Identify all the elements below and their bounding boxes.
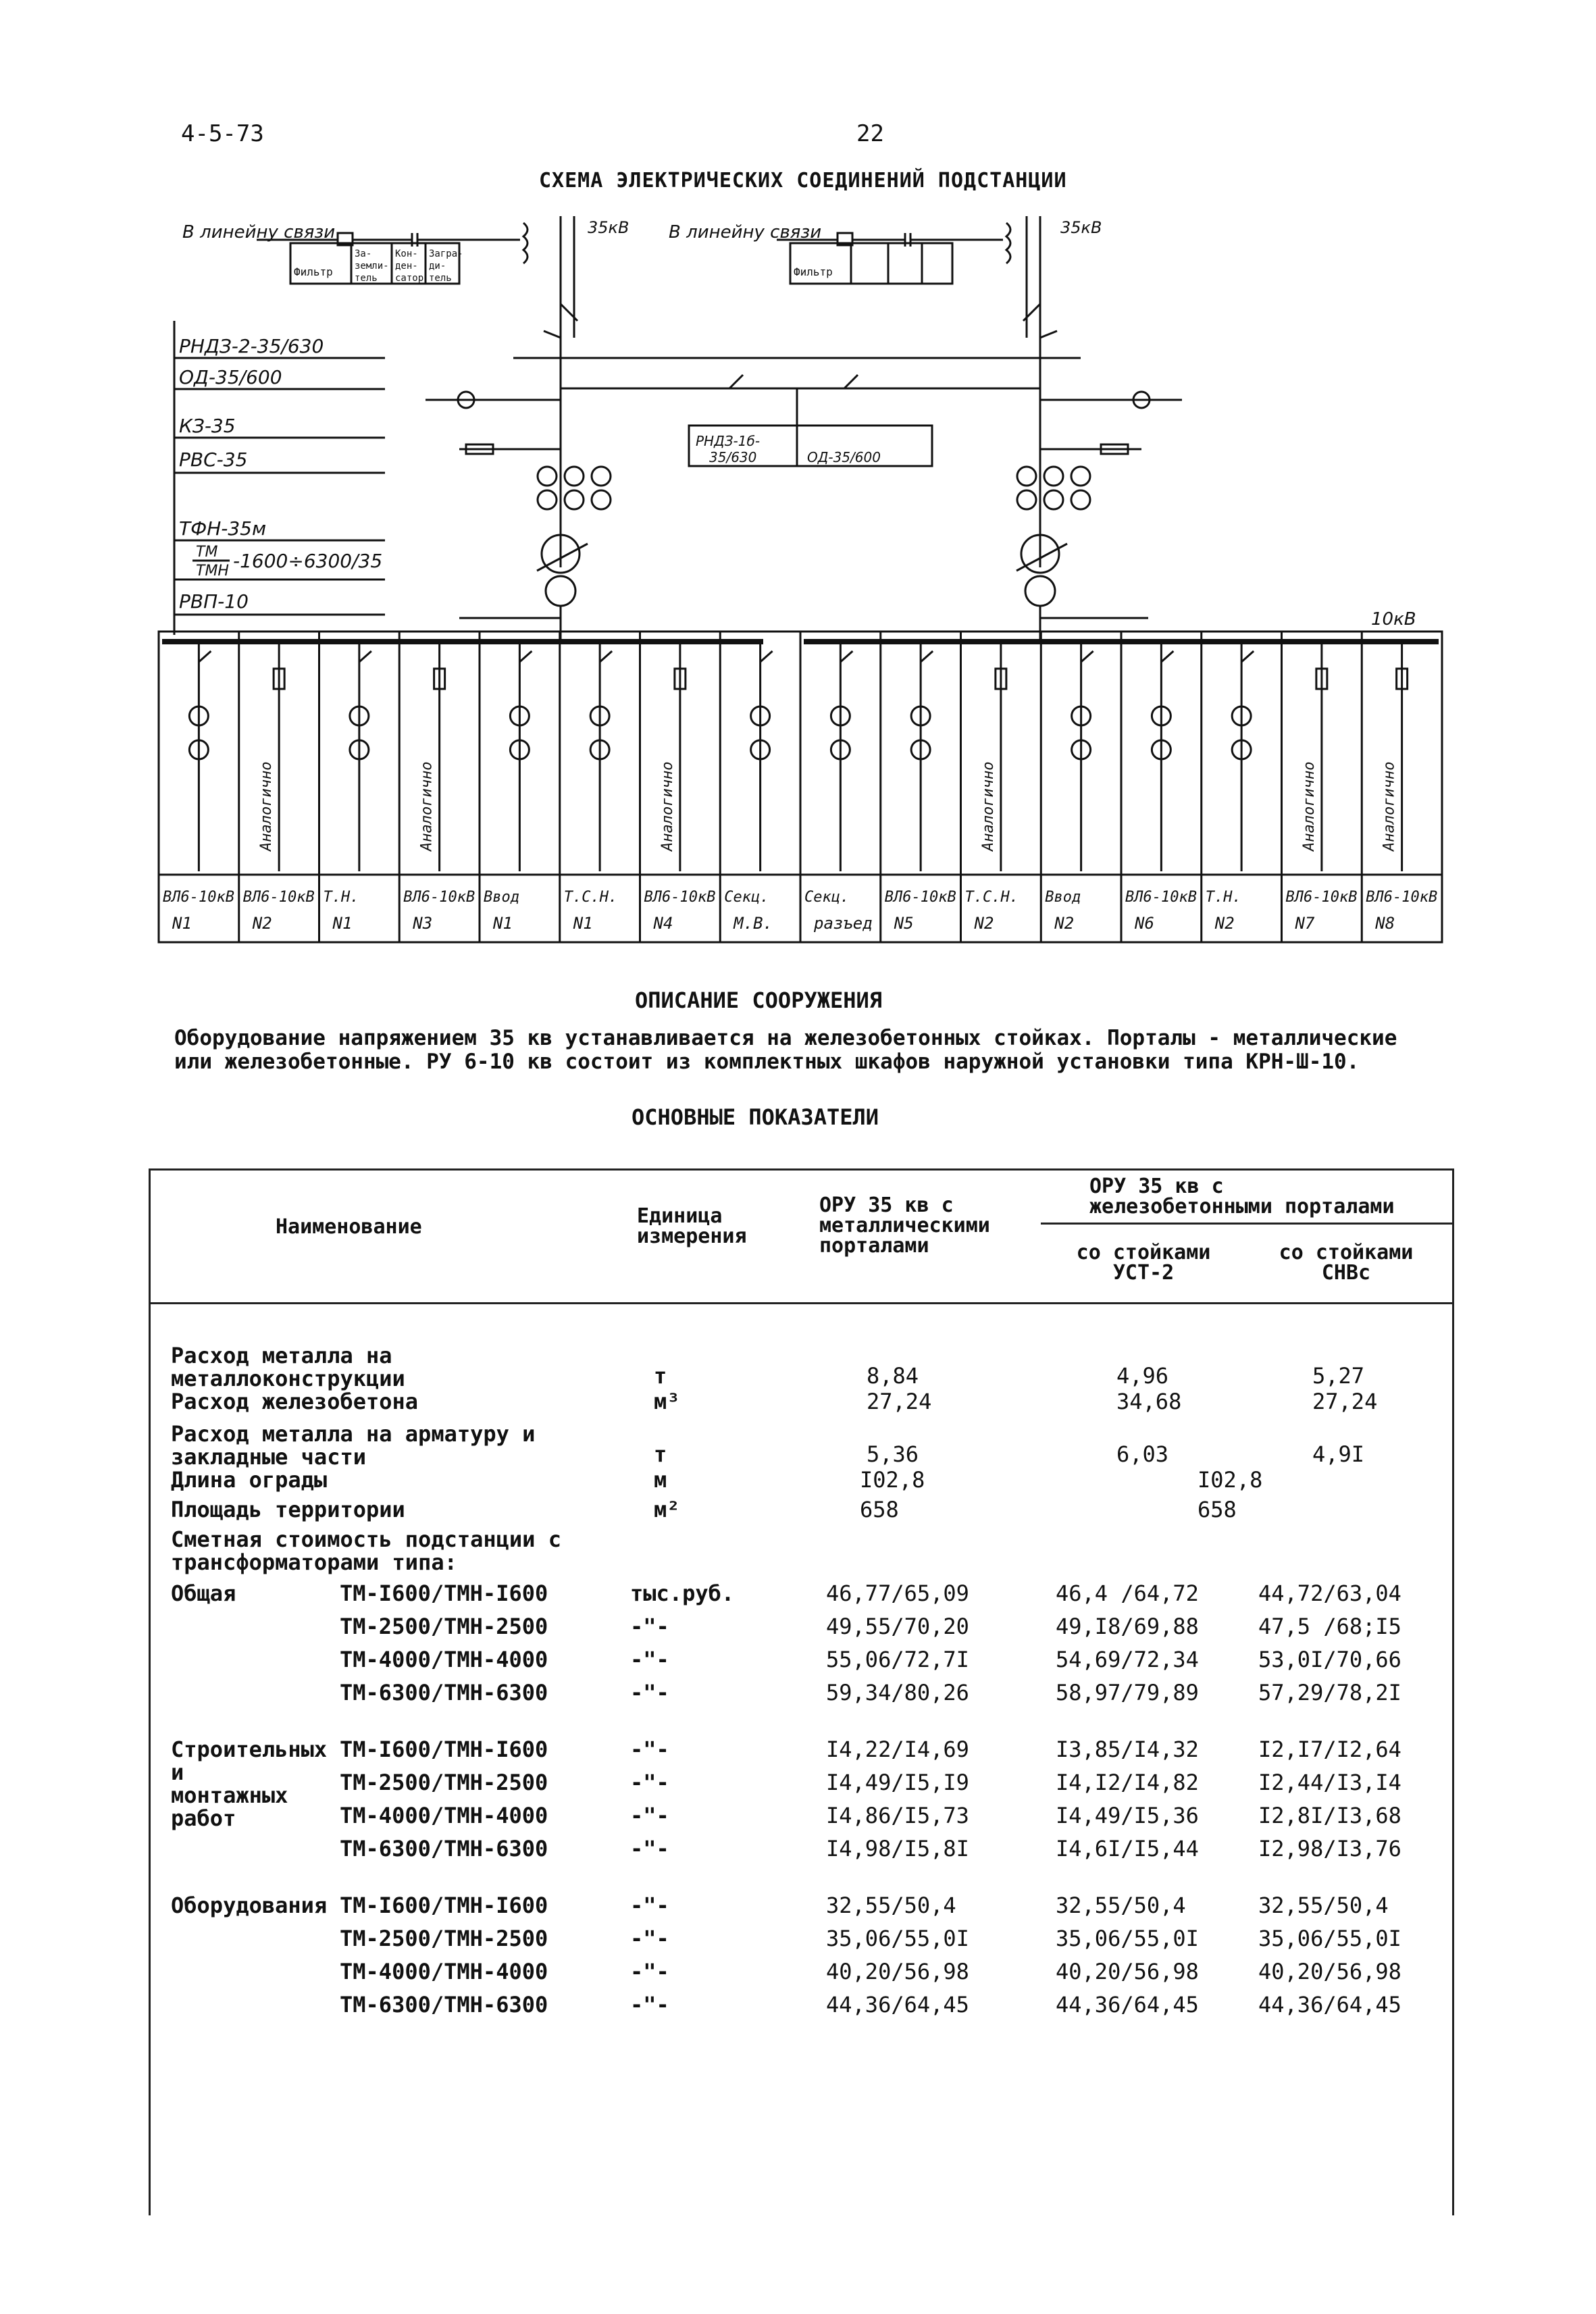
feeder-label-top: ВЛ6-10кВ xyxy=(163,889,234,906)
to-line-right-label: В линейну связи xyxy=(669,222,822,242)
cost-ust: 49,I8/69,88 xyxy=(1056,1614,1199,1639)
cost-metal: 59,34/80,26 xyxy=(826,1680,969,1705)
cost-type: ТМ-4000/ТМН-4000 xyxy=(340,1803,548,1828)
row-metal: 8,84 xyxy=(867,1363,919,1389)
switch-symbol xyxy=(199,651,211,662)
row-metal: I02,8 xyxy=(860,1467,925,1493)
feeder-label-bottom: N6 xyxy=(1135,914,1154,933)
feeder-label-top: Т.Н. xyxy=(1205,889,1241,906)
cost-metal: I4,49/I5,I9 xyxy=(826,1770,969,1795)
cost-type: ТМ-4000/ТМН-4000 xyxy=(340,1647,548,1672)
row-name: Площадь территории xyxy=(171,1497,405,1522)
cost-metal: 35,06/55,0I xyxy=(826,1926,969,1951)
row-merged: 658 xyxy=(1198,1497,1237,1522)
row-snv: 5,27 xyxy=(1312,1363,1365,1389)
feeder-label-bottom: N1 xyxy=(493,914,513,933)
cost-unit: -"- xyxy=(630,1893,669,1918)
cost-unit: -"- xyxy=(630,1614,669,1639)
comm-label-9: тель xyxy=(429,273,452,284)
cost-snv: 40,20/56,98 xyxy=(1258,1959,1401,1984)
feeder-label-bottom: N3 xyxy=(413,914,433,933)
row-name: Длина ограды xyxy=(171,1467,328,1493)
cost-metal: 49,55/70,20 xyxy=(826,1614,969,1639)
cost-metal: 46,77/65,09 xyxy=(826,1580,969,1606)
feeder-label-top: Т.Н. xyxy=(323,889,359,906)
indicators-title: ОСНОВНЫЕ ПОКАЗАТЕЛИ xyxy=(632,1104,879,1130)
row-ust: 6,03 xyxy=(1116,1441,1169,1467)
cost-type: ТМ-6300/ТМН-6300 xyxy=(340,1680,548,1705)
bridge-right-label: ОД-35/600 xyxy=(807,449,881,465)
cost-ust: I4,6I/I5,44 xyxy=(1056,1836,1199,1861)
cost-group-name: Оборудования xyxy=(171,1893,328,1918)
feeder-label-top: ВЛ6-10кВ xyxy=(1285,889,1358,906)
analog-label: Аналогично xyxy=(418,761,436,851)
feeder-label-top: ВЛ6-10кВ xyxy=(644,889,716,906)
header-ust: со стойками УСТ-2 xyxy=(1076,1241,1211,1285)
bridge-left-label: РНДЗ-1б- xyxy=(696,433,761,449)
row-snv: 27,24 xyxy=(1312,1389,1378,1414)
legend-rvs: РВС-35 xyxy=(179,448,248,471)
electrical-scheme-diagram xyxy=(155,203,1445,959)
cost-snv: 32,55/50,4 xyxy=(1258,1893,1389,1918)
cost-type: ТМ-6300/ТМН-6300 xyxy=(340,1836,548,1861)
analog-label: Аналогично xyxy=(1300,761,1318,851)
power-transformer-right xyxy=(1016,535,1067,606)
feeder-label-bottom: N2 xyxy=(1214,914,1235,933)
row-ust: 34,68 xyxy=(1116,1389,1182,1414)
cost-unit: -"- xyxy=(630,1647,669,1672)
cost-type: ТМ-6300/ТМН-6300 xyxy=(340,1992,548,2017)
bridge-left-label2: 35/630 xyxy=(709,449,757,465)
analog-label: Аналогично xyxy=(258,761,276,851)
switch-symbol xyxy=(921,651,933,662)
cost-snv: 44,36/64,45 xyxy=(1258,1992,1401,2017)
legend-od: ОД-35/600 xyxy=(179,366,282,388)
cost-unit: -"- xyxy=(630,1770,669,1795)
header-name: Наименование xyxy=(276,1215,422,1239)
legend-rvp: РВП-10 xyxy=(179,590,249,613)
legend-tm-suffix: -1600÷6300/35 xyxy=(233,550,383,572)
switch-symbol xyxy=(359,651,371,662)
feeder-label-bottom: N2 xyxy=(252,914,272,933)
cost-unit: -"- xyxy=(630,1680,669,1705)
feeder-label-bottom: N1 xyxy=(573,914,593,933)
cost-unit: тыс.руб. xyxy=(630,1580,735,1606)
legend-tfn: ТФН-35м xyxy=(179,517,267,540)
cost-metal: 55,06/72,7I xyxy=(826,1647,969,1672)
feeder-label-bottom: N4 xyxy=(653,914,673,933)
feeder-label-bottom: N2 xyxy=(974,914,994,933)
comm-label-2: Кон- xyxy=(395,249,418,259)
switch-symbol xyxy=(519,651,532,662)
cost-metal: I4,22/I4,69 xyxy=(826,1737,969,1762)
cost-snv: I2,8I/I3,68 xyxy=(1258,1803,1401,1828)
cost-snv: I2,98/I3,76 xyxy=(1258,1836,1401,1861)
feeder-label-bottom: разъед xyxy=(814,914,873,933)
row-name: Расход металла на арматуру и закладные части xyxy=(171,1421,536,1470)
cost-snv: I2,44/I3,I4 xyxy=(1258,1770,1401,1795)
cost-group-name: Строительных и монтажных работ xyxy=(171,1737,328,1831)
comm-label-7: тель xyxy=(355,273,378,284)
legend-tm-den: ТМН xyxy=(196,563,229,580)
cost-ust: 32,55/50,4 xyxy=(1056,1893,1186,1918)
page-number: 22 xyxy=(856,120,884,147)
feeder-label-top: Т.С.Н. xyxy=(964,889,1019,906)
cost-ust: 58,97/79,89 xyxy=(1056,1680,1199,1705)
cost-ust: 40,20/56,98 xyxy=(1056,1959,1199,1984)
cost-type: ТМ-I600/ТМН-I600 xyxy=(340,1580,548,1606)
feeder-label-top: ВЛ6-10кВ xyxy=(242,889,315,906)
document-code: 4-5-73 xyxy=(181,120,264,147)
comm-label-3: Загра- xyxy=(429,249,463,259)
feeder-label-bottom: N1 xyxy=(172,914,192,933)
header-snv: со стойками СНВс xyxy=(1279,1241,1414,1285)
filter-label-right: Фильтр xyxy=(794,265,833,278)
power-transformer-left xyxy=(537,535,588,606)
switch-symbol xyxy=(600,651,612,662)
cost-snv: 47,5 /68;I5 xyxy=(1258,1614,1401,1639)
feeder-label-bottom: М.В. xyxy=(733,914,773,933)
comm-label-8: сатор xyxy=(395,273,424,284)
feeder-label-top: ВЛ6-10кВ xyxy=(403,889,475,906)
feeder-label-top: ВЛ6-10кВ xyxy=(884,889,956,906)
cost-snv: 53,0I/70,66 xyxy=(1258,1647,1401,1672)
cost-ust: I4,I2/I4,82 xyxy=(1056,1770,1199,1795)
cost-ust: 46,4 /64,72 xyxy=(1056,1580,1199,1606)
cost-unit: -"- xyxy=(630,1836,669,1861)
to-line-left-label: В линейну связи xyxy=(182,222,336,242)
header-concrete: ОРУ 35 кв с железобетонными порталами xyxy=(1089,1175,1395,1218)
row-snv: 4,9I xyxy=(1312,1441,1365,1467)
cost-unit: -"- xyxy=(630,1803,669,1828)
switch-symbol xyxy=(1161,651,1173,662)
feeder-label-top: Секц. xyxy=(804,889,850,906)
feeder-label-bottom: N7 xyxy=(1295,914,1315,933)
cost-unit: -"- xyxy=(630,1926,669,1951)
switch-symbol xyxy=(840,651,852,662)
row-ust: 4,96 xyxy=(1116,1363,1169,1389)
switch-symbol xyxy=(1241,651,1254,662)
legend-rndz: РНДЗ-2-35/630 xyxy=(179,335,324,357)
cost-metal: I4,86/I5,73 xyxy=(826,1803,969,1828)
cost-metal: 32,55/50,4 xyxy=(826,1893,956,1918)
indicators-table xyxy=(149,1168,1454,2215)
row-unit: м xyxy=(654,1467,667,1493)
current-transformers-left xyxy=(538,467,611,509)
comm-label-4: земли- xyxy=(355,261,389,272)
voltage-10-label: 10кВ xyxy=(1371,609,1416,629)
comm-label-1: За- xyxy=(355,249,372,259)
feeder-label-top: Ввод xyxy=(484,889,519,906)
comm-label-5: ден- xyxy=(395,261,418,272)
cost-type: ТМ-2500/ТМН-2500 xyxy=(340,1770,548,1795)
row-unit: т xyxy=(654,1363,667,1389)
cost-snv: 57,29/78,2I xyxy=(1258,1680,1401,1705)
cost-ust: 35,06/55,0I xyxy=(1056,1926,1199,1951)
cost-type: ТМ-2500/ТМН-2500 xyxy=(340,1926,548,1951)
analog-label: Аналогично xyxy=(659,761,676,851)
cost-metal: 44,36/64,45 xyxy=(826,1992,969,2017)
header-metal: ОРУ 35 кв с металлическими порталами xyxy=(819,1193,990,1258)
equipment-legend xyxy=(174,335,385,615)
cost-ust: I3,85/I4,32 xyxy=(1056,1737,1199,1762)
feeder-label-top: ВЛ6-10кВ xyxy=(1125,889,1197,906)
analog-label: Аналогично xyxy=(979,761,997,851)
cost-unit: -"- xyxy=(630,1992,669,2017)
row-unit: м³ xyxy=(654,1389,680,1414)
header-unit: Единица измерения xyxy=(637,1204,747,1248)
filter-label-left: Фильтр xyxy=(294,265,333,278)
comm-label-6: ди- xyxy=(429,261,446,272)
feeder-label-bottom: N1 xyxy=(332,914,353,933)
switch-symbol xyxy=(1081,651,1093,662)
row-name: Расход железобетона xyxy=(171,1389,419,1414)
cost-type: ТМ-2500/ТМН-2500 xyxy=(340,1614,548,1639)
feeder-label-bottom: N8 xyxy=(1375,914,1395,933)
cost-unit: -"- xyxy=(630,1737,669,1762)
description-text: Оборудование напряжением 35 кв устанавливается на железобетонных стойках. Порталы - металлические или железобетонные. РУ 6-10 кв состоит из комплектных шкафов наружной установки типа КРН-Ш-10. xyxy=(174,1026,1397,1074)
feeder-label-top: Секц. xyxy=(724,889,769,906)
cost-metal: 40,20/56,98 xyxy=(826,1959,969,1984)
row-metal: 658 xyxy=(860,1497,899,1522)
feeder-label-bottom: N5 xyxy=(894,914,914,933)
voltage-35-right: 35кВ xyxy=(1060,218,1102,237)
voltage-35-left: 35кВ xyxy=(588,218,629,237)
cost-type: ТМ-I600/ТМН-I600 xyxy=(340,1737,548,1762)
analog-label: Аналогично xyxy=(1381,761,1398,851)
current-transformers-right xyxy=(1017,467,1090,509)
row-unit: т xyxy=(654,1441,667,1467)
switch-symbol xyxy=(761,651,773,662)
feeder-label-top: Т.С.Н. xyxy=(563,889,618,906)
cost-snv: 35,06/55,0I xyxy=(1258,1926,1401,1951)
cost-ust: 44,36/64,45 xyxy=(1056,1992,1199,2017)
legend-tm-num: ТМ xyxy=(196,544,218,561)
row-metal: 5,36 xyxy=(867,1441,919,1467)
cost-type: ТМ-4000/ТМН-4000 xyxy=(340,1959,548,1984)
cost-unit: -"- xyxy=(630,1959,669,1984)
cost-metal: I4,98/I5,8I xyxy=(826,1836,969,1861)
cost-title: Сметная стоимость подстанции с трансформаторами типа: xyxy=(171,1526,561,1575)
feeder-label-bottom: N2 xyxy=(1054,914,1075,933)
feeder-label-top: ВЛ6-10кВ xyxy=(1366,889,1438,906)
feeder-label-top: Ввод xyxy=(1045,889,1081,906)
cost-type: ТМ-I600/ТМН-I600 xyxy=(340,1893,548,1918)
row-metal: 27,24 xyxy=(867,1389,932,1414)
cost-group-name: Общая xyxy=(171,1580,236,1606)
cost-snv: 44,72/63,04 xyxy=(1258,1580,1401,1606)
row-unit: м² xyxy=(654,1497,680,1522)
row-name: Расход металла на металлоконструкции xyxy=(171,1343,405,1391)
row-merged: I02,8 xyxy=(1198,1467,1263,1493)
legend-kz: КЗ-35 xyxy=(179,415,236,437)
cost-ust: 54,69/72,34 xyxy=(1056,1647,1199,1672)
cost-ust: I4,49/I5,36 xyxy=(1056,1803,1199,1828)
cost-snv: I2,I7/I2,64 xyxy=(1258,1737,1401,1762)
description-title: ОПИСАНИЕ СООРУЖЕНИЯ xyxy=(635,987,883,1013)
scheme-title: СХЕМА ЭЛЕКТРИЧЕСКИХ СОЕДИНЕНИЙ ПОДСТАНЦИИ xyxy=(539,169,1067,192)
